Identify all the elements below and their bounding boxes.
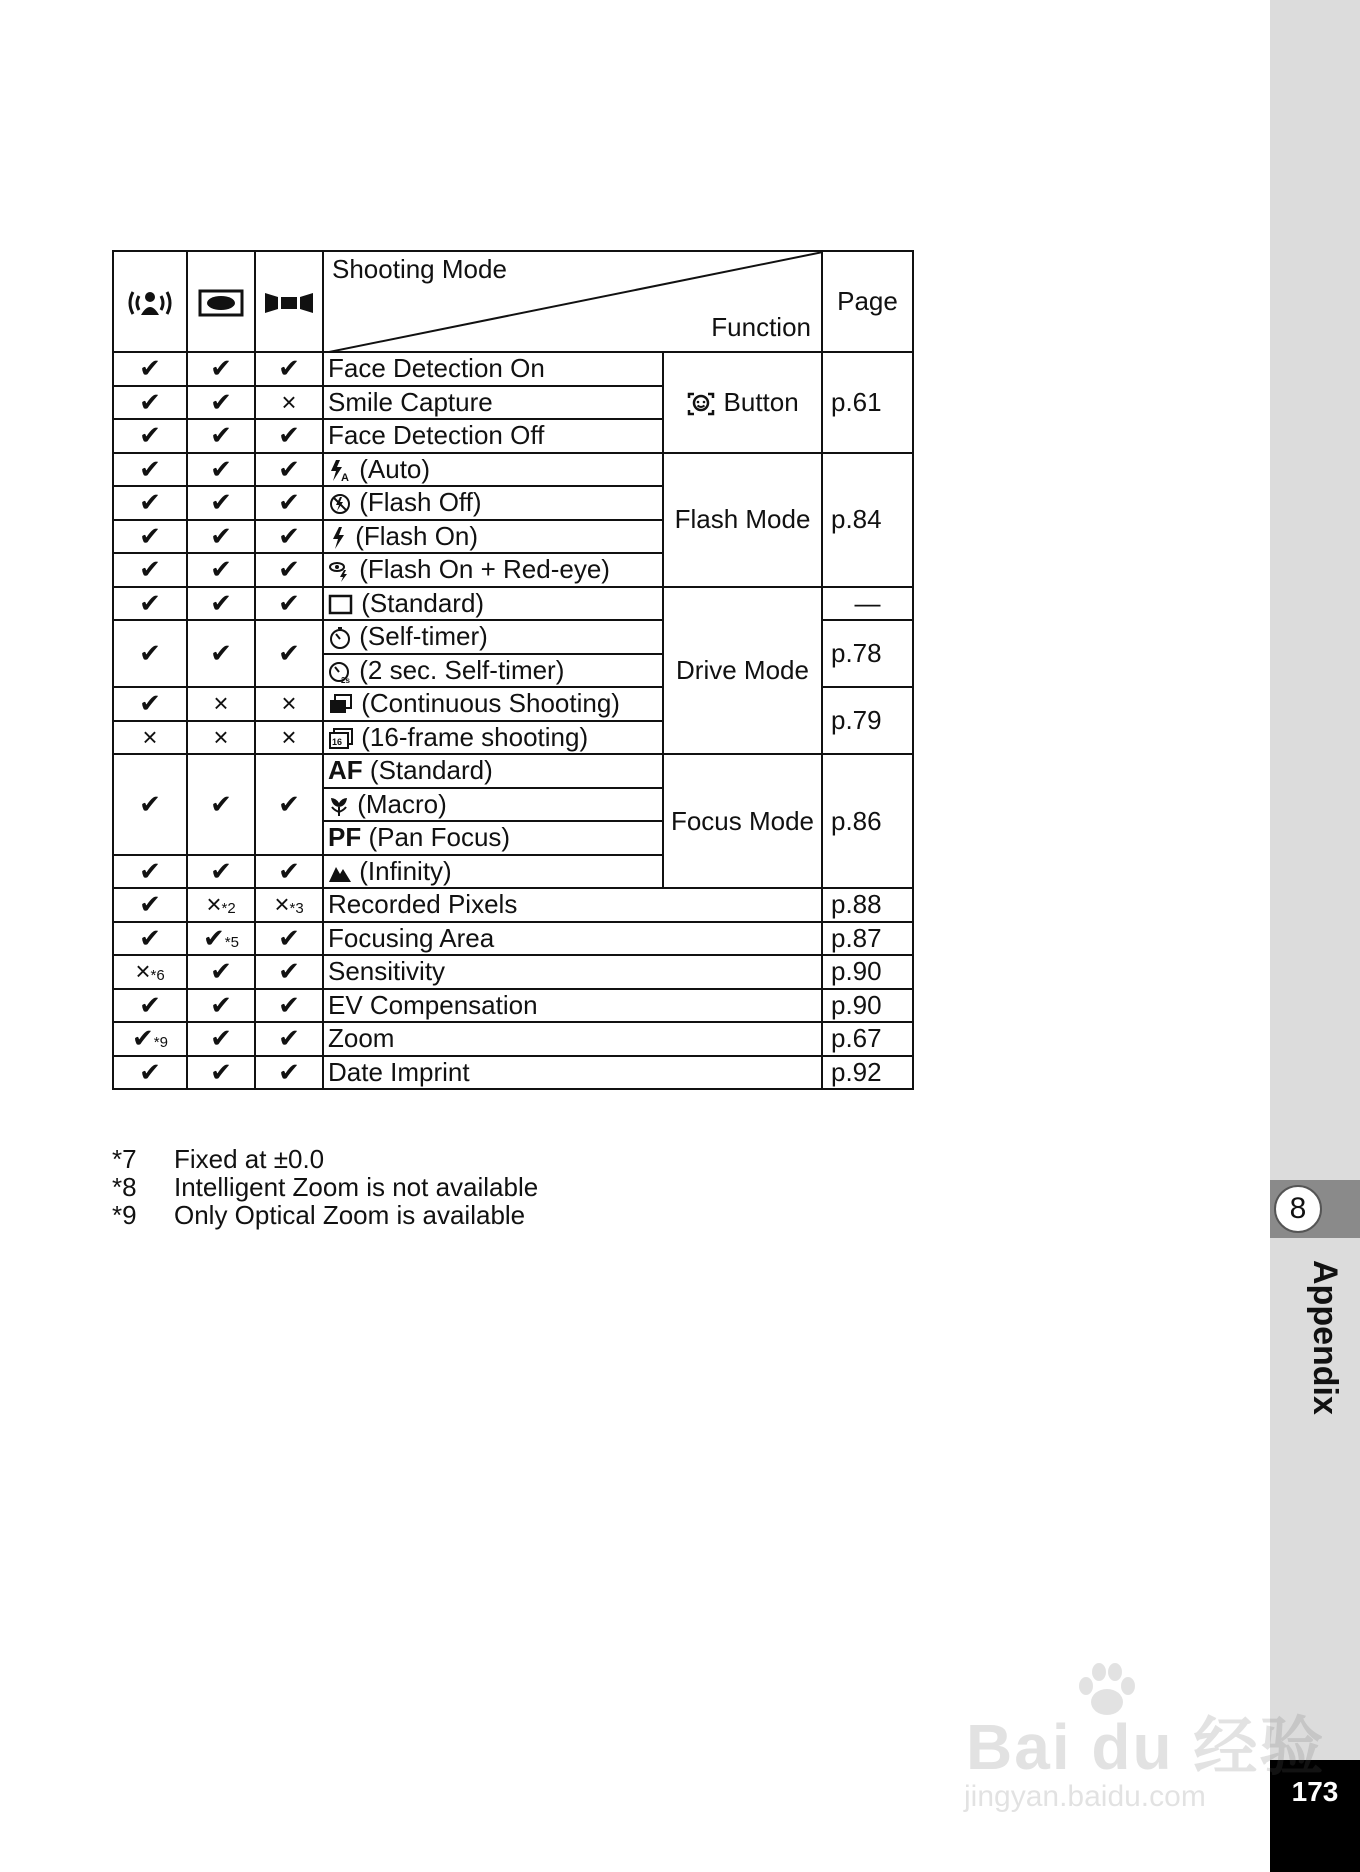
continuous-shooting-icon	[328, 693, 354, 717]
availability-mark: ✔	[113, 754, 187, 855]
availability-mark: ✔	[187, 453, 255, 487]
availability-mark: ✔	[255, 553, 323, 587]
availability-mark: ✔	[255, 453, 323, 487]
availability-mark: ✔	[113, 386, 187, 420]
row-label: Face Detection Off	[323, 419, 663, 453]
text-span: Only Optical Zoom is available	[174, 1200, 526, 1230]
self-timer-icon	[328, 626, 352, 650]
table-row	[113, 754, 913, 788]
footnote-item	[112, 1145, 538, 1173]
table-row	[113, 888, 913, 922]
watermark-brand: Bai du 经验	[966, 1711, 1326, 1783]
text-span: *3	[289, 900, 304, 918]
text-span: *7	[112, 1144, 137, 1174]
row-label: Recorded Pixels	[323, 888, 822, 922]
text-span: ×	[206, 889, 222, 920]
svg-text:A: A	[341, 471, 349, 483]
macro-icon	[328, 794, 350, 818]
availability-mark: ✔	[187, 520, 255, 554]
header-shooting-mode: Shooting Mode	[332, 254, 507, 284]
text-span: (Macro)	[357, 788, 447, 819]
availability-mark: ✔	[255, 1022, 323, 1056]
cell-with-note	[255, 888, 323, 922]
page-ref: p.90	[822, 955, 913, 989]
availability-mark: ✔	[255, 955, 323, 989]
cell-with-note	[113, 1022, 187, 1056]
child-mode-icon	[125, 288, 175, 318]
header-mode-1	[113, 251, 187, 352]
group-face-button	[663, 352, 822, 453]
availability-mark: ✔	[113, 855, 187, 889]
text-span: ×	[135, 956, 151, 987]
group-drive-mode: Drive Mode	[663, 587, 822, 755]
row-label: Sensitivity	[323, 955, 822, 989]
availability-mark: ×	[255, 386, 323, 420]
availability-mark: ✔	[187, 754, 255, 855]
availability-mark: ✔	[187, 955, 255, 989]
availability-mark: ×	[255, 687, 323, 721]
availability-mark: ✔	[255, 754, 323, 855]
availability-mark: ✔	[187, 620, 255, 687]
table-row	[113, 352, 913, 386]
availability-mark: ×	[255, 721, 323, 755]
table-row	[113, 1022, 913, 1056]
row-label	[323, 620, 663, 654]
page-ref: p.88	[822, 888, 913, 922]
availability-mark: ✔	[255, 352, 323, 386]
single-frame-icon	[328, 593, 354, 617]
text-span: *5	[224, 933, 239, 951]
infinity-mountain-icon	[328, 862, 352, 884]
row-label: Date Imprint	[323, 1056, 822, 1090]
availability-mark: ✔	[187, 855, 255, 889]
row-label	[323, 453, 663, 487]
footnote-item	[112, 1201, 538, 1229]
row-label	[323, 821, 663, 855]
text-span: ✔	[132, 1023, 154, 1054]
availability-mark: ✔	[113, 687, 187, 721]
availability-mark: ×	[187, 721, 255, 755]
availability-mark: ✔	[255, 587, 323, 621]
availability-mark: ✔	[255, 620, 323, 687]
availability-mark: ✔	[255, 520, 323, 554]
row-label	[323, 721, 663, 755]
text-span: *9	[153, 1034, 168, 1052]
availability-mark: ✔	[187, 553, 255, 587]
row-label	[323, 855, 663, 889]
row-label	[323, 587, 663, 621]
row-label	[323, 788, 663, 822]
digital-sv-mode-icon	[198, 289, 244, 317]
availability-mark: ✔	[113, 352, 187, 386]
availability-mark: ✔	[113, 922, 187, 956]
header-mode-3	[255, 251, 323, 352]
header-mode-2	[187, 251, 255, 352]
svg-text:16: 16	[332, 736, 343, 747]
text-span: *8	[112, 1172, 137, 1202]
header-page: Page	[822, 251, 913, 352]
text-span: Appendix	[1306, 1260, 1344, 1415]
af-icon: AF	[328, 755, 363, 786]
page-ref: p.87	[822, 922, 913, 956]
row-label	[323, 654, 663, 688]
page-ref: p.61	[822, 352, 913, 453]
text-span: Fixed at ±0.0	[174, 1144, 325, 1174]
availability-mark: ✔	[255, 989, 323, 1023]
text-span: (Auto)	[359, 453, 431, 484]
group-flash-mode: Flash Mode	[663, 453, 822, 587]
availability-mark: ✔	[113, 620, 187, 687]
availability-mark: ✔	[113, 587, 187, 621]
pf-icon: PF	[328, 822, 362, 853]
availability-mark: ✔	[187, 587, 255, 621]
availability-mark: ✔	[255, 855, 323, 889]
page-ref: p.90	[822, 989, 913, 1023]
text-span: (Flash On + Red-eye)	[359, 554, 610, 585]
mode-function-table	[112, 250, 914, 1090]
availability-mark: ✔	[113, 1056, 187, 1090]
availability-mark: ×	[113, 721, 187, 755]
chapter-number: 8	[1274, 1185, 1322, 1233]
chapter-title	[1306, 1260, 1360, 1450]
two-sec-self-timer-icon	[328, 660, 352, 684]
row-label	[323, 520, 663, 554]
text-span: Button	[723, 386, 799, 417]
availability-mark: ✔	[113, 989, 187, 1023]
cell-with-note	[187, 922, 255, 956]
availability-mark: ✔	[255, 486, 323, 520]
text-span: (Self-timer)	[359, 621, 488, 652]
cell-with-note	[187, 888, 255, 922]
text-span: (16-frame shooting)	[361, 721, 589, 752]
table-row	[113, 453, 913, 487]
availability-mark: ✔	[187, 386, 255, 420]
text-span: Intelligent Zoom is not available	[174, 1172, 539, 1202]
flash-auto-icon	[328, 459, 352, 483]
footnotes	[112, 1145, 538, 1229]
text-span: (Flash Off)	[359, 487, 482, 518]
row-label: Face Detection On	[323, 352, 663, 386]
page-ref: p.84	[822, 453, 913, 587]
face-button-icon	[686, 391, 716, 417]
watermark-url: jingyan.baidu.com	[964, 1780, 1206, 1813]
row-label: Smile Capture	[323, 386, 663, 420]
row-label: EV Compensation	[323, 989, 822, 1023]
table-header-row	[113, 251, 913, 352]
svg-text:2s: 2s	[341, 675, 350, 684]
sixteen-frame-icon	[328, 727, 354, 751]
text-span: *9	[112, 1200, 137, 1230]
availability-mark: ✔	[187, 486, 255, 520]
row-label	[323, 687, 663, 721]
availability-mark: ✔	[187, 1056, 255, 1090]
page-ref: p.92	[822, 1056, 913, 1090]
text-span: (2 sec. Self-timer)	[359, 654, 565, 685]
flash-off-icon	[328, 492, 352, 516]
availability-mark: ×	[187, 687, 255, 721]
availability-mark: ✔	[255, 1056, 323, 1090]
availability-mark: ✔	[187, 352, 255, 386]
page-ref: p.86	[822, 754, 913, 888]
availability-mark: ✔	[113, 520, 187, 554]
table-row	[113, 587, 913, 621]
page-ref: p.67	[822, 1022, 913, 1056]
table-row	[113, 989, 913, 1023]
page-ref: —	[822, 587, 913, 621]
availability-mark: ✔	[113, 553, 187, 587]
availability-mark: ✔	[255, 922, 323, 956]
availability-mark: ✔	[255, 419, 323, 453]
flash-red-eye-icon	[328, 559, 352, 583]
availability-mark: ✔	[187, 419, 255, 453]
row-label: Focusing Area	[323, 922, 822, 956]
table-row	[113, 1056, 913, 1090]
footnote-item	[112, 1173, 538, 1201]
text-span: *2	[221, 900, 236, 918]
text-span: (Standard)	[361, 587, 485, 618]
chapter-sidebar	[1270, 0, 1360, 1872]
group-focus-mode: Focus Mode	[663, 754, 822, 888]
text-span: (Continuous Shooting)	[361, 688, 620, 719]
table-row	[113, 922, 913, 956]
page-ref: p.78	[822, 620, 913, 687]
header-function: Function	[711, 312, 811, 342]
availability-mark: ✔	[113, 486, 187, 520]
availability-mark: ✔	[187, 989, 255, 1023]
text-span: *6	[150, 967, 165, 985]
text-span: ✔	[203, 922, 225, 953]
row-label: Zoom	[323, 1022, 822, 1056]
availability-mark: ✔	[187, 1022, 255, 1056]
table-row	[113, 955, 913, 989]
cell-with-note	[113, 955, 187, 989]
flash-on-icon	[328, 526, 348, 550]
page-number: 173	[1270, 1760, 1360, 1872]
availability-mark: ✔	[113, 419, 187, 453]
panorama-mode-icon	[263, 291, 315, 315]
text-span: (Flash On)	[355, 520, 479, 551]
page-ref: p.79	[822, 687, 913, 754]
availability-mark: ✔	[113, 888, 187, 922]
text-span: (Standard)	[369, 755, 493, 786]
text-span: (Pan Focus)	[368, 822, 511, 853]
row-label	[323, 754, 663, 788]
text-span: (Infinity)	[359, 855, 452, 886]
header-diagonal-cell	[323, 251, 822, 352]
row-label	[323, 486, 663, 520]
row-label	[323, 553, 663, 587]
availability-mark: ✔	[113, 453, 187, 487]
text-span: ×	[274, 889, 290, 920]
